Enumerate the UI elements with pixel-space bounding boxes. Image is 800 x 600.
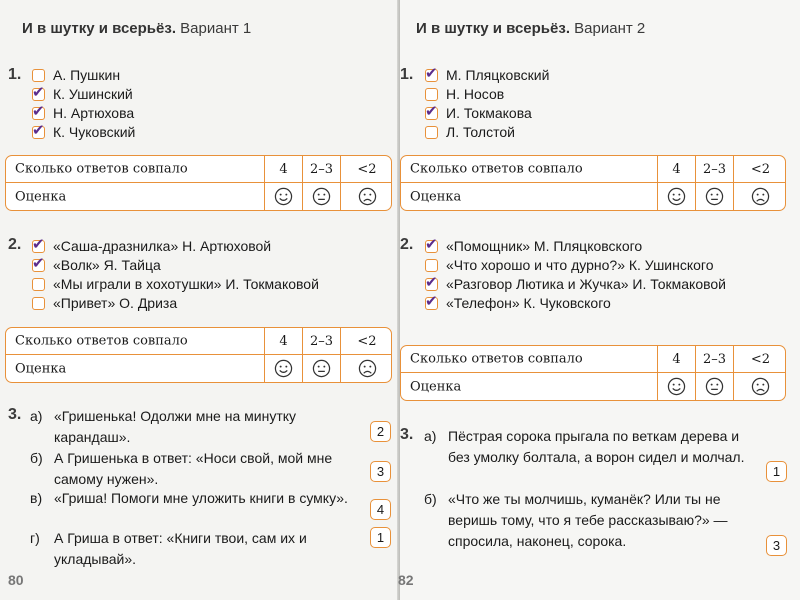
right-q2-options xyxy=(425,237,780,313)
checkbox[interactable] xyxy=(425,278,438,291)
checkbox[interactable] xyxy=(425,69,438,82)
checkbox[interactable] xyxy=(32,88,45,101)
checkbox[interactable] xyxy=(32,69,45,82)
right-title: И в шутку и всерьёз. Вариант 2 xyxy=(416,20,646,37)
right-page-number: 82 xyxy=(398,572,414,588)
checkbox[interactable] xyxy=(32,107,45,120)
score-count-label: Сколько ответов совпало xyxy=(15,161,188,177)
neutral-face-icon[interactable] xyxy=(302,183,340,210)
score-col-2-3: 2–3 xyxy=(302,156,340,182)
left-q1-options xyxy=(32,66,135,142)
left-q3-answer-box[interactable]: 2 xyxy=(370,421,391,442)
left-q1-option[interactable]: ✔ К. Ушинский xyxy=(32,85,135,104)
happy-face-icon[interactable] xyxy=(657,183,695,210)
right-q2-option[interactable]: ✔ «Разговор Лютика и Жучка» И. Токмаковой xyxy=(425,275,780,294)
right-q1-option[interactable]: ✔ М. Пляцковский xyxy=(425,66,549,85)
neutral-face-icon[interactable] xyxy=(302,355,340,382)
score-count-label: Сколько ответов совпало xyxy=(410,351,583,367)
page-right xyxy=(400,0,800,600)
checkbox[interactable] xyxy=(425,88,438,101)
score-col-2-3: 2–3 xyxy=(695,156,733,182)
sad-face-icon[interactable] xyxy=(733,183,786,210)
sad-face-icon[interactable] xyxy=(340,183,392,210)
neutral-face-icon[interactable] xyxy=(695,183,733,210)
left-q3-number: 3. xyxy=(8,406,22,423)
neutral-face-icon[interactable] xyxy=(695,373,733,400)
score-col-2-3: 2–3 xyxy=(302,328,340,354)
score-count-label: Сколько ответов совпало xyxy=(410,161,583,177)
left-q1-number: 1. xyxy=(8,66,22,83)
left-score-table-2 xyxy=(5,327,392,383)
left-q3-item: б) А Гришенька в ответ: «Носи свой, мой мне самому нужен». xyxy=(30,450,333,487)
right-q1-option[interactable]: Н. Носов xyxy=(425,85,549,104)
left-q1-option[interactable]: ✔ Н. Артюхова xyxy=(32,104,135,123)
checkbox[interactable] xyxy=(32,278,45,291)
right-q3-item: а) Пёстрая сорока прыгала по веткам дерева и без умолку болтала, а ворон сидел и молчал. xyxy=(424,428,745,465)
checkbox[interactable] xyxy=(425,240,438,253)
left-q1-option[interactable]: А. Пушкин xyxy=(32,66,135,85)
left-q3-item: а) «Гришенька! Одолжи мне на минутку карандаш». xyxy=(30,408,297,445)
right-q2-option[interactable]: ✔ «Помощник» М. Пляцковского xyxy=(425,237,780,256)
score-grade-label: Оценка xyxy=(15,189,67,204)
right-score-table-1 xyxy=(400,155,786,211)
page-left xyxy=(0,0,398,600)
sad-face-icon[interactable] xyxy=(733,373,786,400)
left-q3-answer-box[interactable]: 4 xyxy=(370,499,391,520)
right-q1-option[interactable]: ✔ И. Токмакова xyxy=(425,104,549,123)
right-q3-answer-box[interactable]: 3 xyxy=(766,535,787,556)
checkbox[interactable] xyxy=(32,126,45,139)
left-title: И в шутку и всерьёз. Вариант 1 xyxy=(22,20,252,37)
right-q3-item: б) «Что же ты молчишь, куманёк? Или ты не веришь тому, что я тебе рассказываю?» — спросила, наконец, сорока. xyxy=(424,491,728,549)
checkbox[interactable] xyxy=(425,107,438,120)
score-col-lt2: <2 xyxy=(340,328,392,354)
score-grade-label: Оценка xyxy=(15,361,67,376)
score-col-4: 4 xyxy=(264,328,302,354)
checkbox[interactable] xyxy=(32,297,45,310)
right-score-table-2 xyxy=(400,345,786,401)
right-q2-option[interactable]: ✔ «Телефон» К. Чуковского xyxy=(425,294,780,313)
left-q3-item: в) «Гриша! Помоги мне уложить книги в сумку». xyxy=(30,490,348,506)
happy-face-icon[interactable] xyxy=(264,355,302,382)
score-col-lt2: <2 xyxy=(733,156,786,182)
left-q3-item: г) А Гриша в ответ: «Книги твои, сам их и укладывай». xyxy=(30,530,307,567)
left-page-number: 80 xyxy=(8,572,24,588)
score-grade-label: Оценка xyxy=(410,379,462,394)
left-q3-answer-box[interactable]: 1 xyxy=(370,527,391,548)
checkbox[interactable] xyxy=(425,297,438,310)
right-q1-options xyxy=(425,66,549,142)
right-q1-number: 1. xyxy=(400,66,414,83)
score-col-4: 4 xyxy=(264,156,302,182)
score-count-label: Сколько ответов совпало xyxy=(15,333,188,349)
right-q3-answer-box[interactable]: 1 xyxy=(766,461,787,482)
score-col-4: 4 xyxy=(657,346,695,372)
checkbox[interactable] xyxy=(32,259,45,272)
happy-face-icon[interactable] xyxy=(264,183,302,210)
left-q2-option[interactable]: «Мы играли в хохотушки» И. Токмаковой xyxy=(32,275,319,294)
left-q1-option[interactable]: ✔ К. Чуковский xyxy=(32,123,135,142)
left-q2-options xyxy=(32,237,319,313)
left-score-table-1 xyxy=(5,155,392,211)
checkbox[interactable] xyxy=(425,259,438,272)
right-q3-number: 3. xyxy=(400,426,414,443)
checkbox[interactable] xyxy=(425,126,438,139)
left-q2-option[interactable]: «Привет» О. Дриза xyxy=(32,294,319,313)
left-q2-number: 2. xyxy=(8,236,22,253)
right-q1-option[interactable]: Л. Толстой xyxy=(425,123,549,142)
score-col-4: 4 xyxy=(657,156,695,182)
score-grade-label: Оценка xyxy=(410,189,462,204)
score-col-2-3: 2–3 xyxy=(695,346,733,372)
right-q2-number: 2. xyxy=(400,236,414,253)
left-q2-option[interactable]: ✔ «Волк» Я. Тайца xyxy=(32,256,319,275)
right-q2-option[interactable]: «Что хорошо и что дурно?» К. Ушинского xyxy=(425,256,780,275)
checkbox[interactable] xyxy=(32,240,45,253)
sad-face-icon[interactable] xyxy=(340,355,392,382)
score-col-lt2: <2 xyxy=(340,156,392,182)
happy-face-icon[interactable] xyxy=(657,373,695,400)
left-q2-option[interactable]: ✔ «Саша-дразнилка» Н. Артюховой xyxy=(32,237,319,256)
score-col-lt2: <2 xyxy=(733,346,786,372)
left-q3-answer-box[interactable]: 3 xyxy=(370,461,391,482)
